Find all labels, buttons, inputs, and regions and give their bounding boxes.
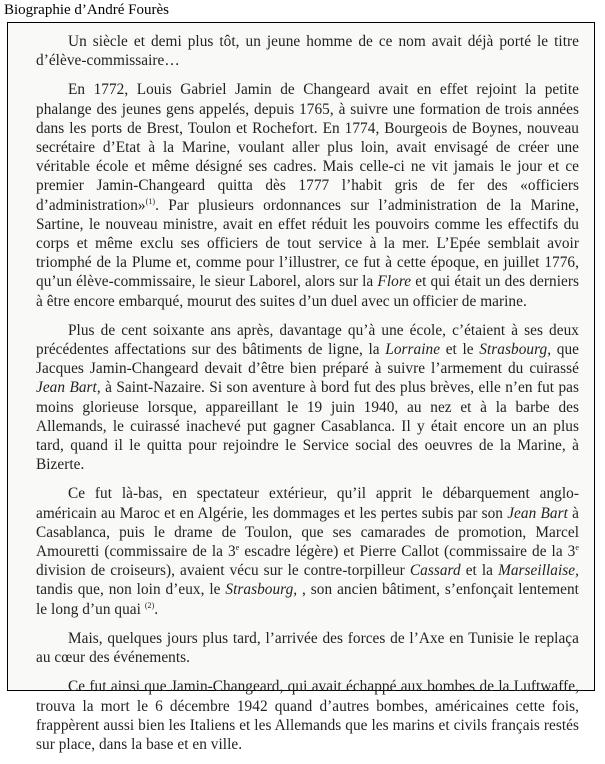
text-segment: et le	[440, 341, 480, 359]
footnote-mark: e	[235, 542, 240, 552]
footnote-mark: (2)	[144, 600, 155, 610]
text-segment: Plus de cent soixante ans après, davantage qu’à une école, c’étaient à ses deux précédentes affectations sur des bâtiments de ligne, la	[36, 321, 579, 359]
text-segment: . Par plusieurs ordonnances sur l’administration de la Marine, Sartine, le nouveau ministre, avait en effet réduit les pouvoirs comme les effectifs du corps et même exclu ses officiers de tout service à la mer. L’Epée semblait avoir triomphé de la Plume et, comme pour l’illustrer, ce fut à cette époque, en juillet 1776, qu’un élève-commissaire, le sieur Laborel, alors sur la	[36, 196, 579, 291]
paragraph	[36, 321, 579, 475]
text-segment: et la	[460, 562, 499, 580]
italic-text: Jean Bart	[507, 504, 568, 522]
italic-text: Jean Bart	[36, 379, 97, 397]
italic-text: Cassard	[409, 562, 461, 580]
italic-text: Strasbourg,	[225, 581, 298, 599]
text-segment: En 1772, Louis Gabriel Jamin de Changeard avait en effet rejoint la petite phalange des jeunes gens appelés, depuis 1765, à suivre une formation de trois années dans les ports de Brest, Toulon et Rochefort. En 1774, Bourgeois de Boynes, nouveau secrétaire d’Etat à la Marine, voulant aller plus loin, avait envisagé de créer une véritable école et même désigné ses cadres. Mais celle-ci ne vit jamais le jour et ce premier Jamin-Changeard quitta dès 1777 l’habit gris de fer des «officiers d’administration»	[36, 81, 579, 214]
scanned-page	[7, 22, 595, 753]
text-segment: que Jacques Jamin-Changeard devait d’être bien préparé à suivre l’armement du cuirassé	[36, 341, 579, 378]
text-segment: , à Saint-Nazaire. Si son aventure à bord fut des plus brèves, elle n’en fut pas moins glorieuse lorsque, appareillant le 19 juin 1940, au nez et à la barbe des Allemands, le cuirassé inachevé put gagner Casablanca. Il y était encore un an plus tard, quand il le quitta pour rejoindre le Service social des oeuvres de la Marine, à Bizerte.	[36, 379, 579, 474]
paragraph	[36, 629, 579, 667]
footnote-mark: (1)	[145, 196, 156, 206]
text-segment: division de croiseurs), avaient vécu sur le contre-torpilleur	[36, 562, 410, 580]
italic-text: Flore	[377, 273, 412, 291]
italic-text: Lorraine	[385, 341, 441, 359]
text-segment: Un siècle et demi plus tôt, un jeune homme de ce nom avait déjà porté le titre d’élève-commissaire…	[36, 33, 579, 70]
page-text	[36, 32, 579, 764]
text-segment: Ce fut là-bas, en spectateur extérieur, qu’il apprit le débarquement anglo-américain au Maroc et en Algérie, les dommages et les pertes subis par son	[36, 485, 579, 522]
text-segment: Ce fut ainsi que Jamin-Changeard, qui avait échappé aux bombes de la Luftwaffe, trouva la mort le 6 décembre 1942 quand d’autres bombes, américaines cette fois, frappèrent aussi bien les Italiens et les Allemands que les marins et civils français restés sur place, dans la base et en ville.	[36, 678, 579, 753]
document-title: Biographie d’André Fourès	[4, 2, 169, 18]
text-segment: à Casablanca, puis le drame de Toulon, que ses camarades de promotion, Marcel Amouretti (commissaire de la 3	[36, 504, 579, 561]
italic-text: Marseillaise,	[498, 562, 580, 580]
footnote-mark: e	[575, 542, 579, 552]
paragraph	[36, 677, 579, 754]
italic-text: Strasbourg,	[479, 341, 552, 359]
text-segment: , son ancien bâtiment, s’enfonçait lentement le long d’un quai	[36, 581, 579, 618]
paragraph	[36, 32, 579, 70]
paragraph	[36, 80, 579, 310]
text-segment: Mais, quelques jours plus tard, l’arrivée des forces de l’Axe en Tunisie le replaça au cœur des événements.	[36, 629, 579, 667]
paragraph	[36, 484, 579, 618]
text-segment: et qui était un des derniers à être encore embarqué, mourut des suites d’un duel avec un officier de marine.	[36, 273, 580, 310]
text-segment: tandis que, non loin d’eux, le	[36, 581, 226, 599]
text-segment: .	[154, 600, 159, 618]
text-segment: escadre légère) et Pierre Callot (commissaire de la 3	[239, 543, 576, 561]
